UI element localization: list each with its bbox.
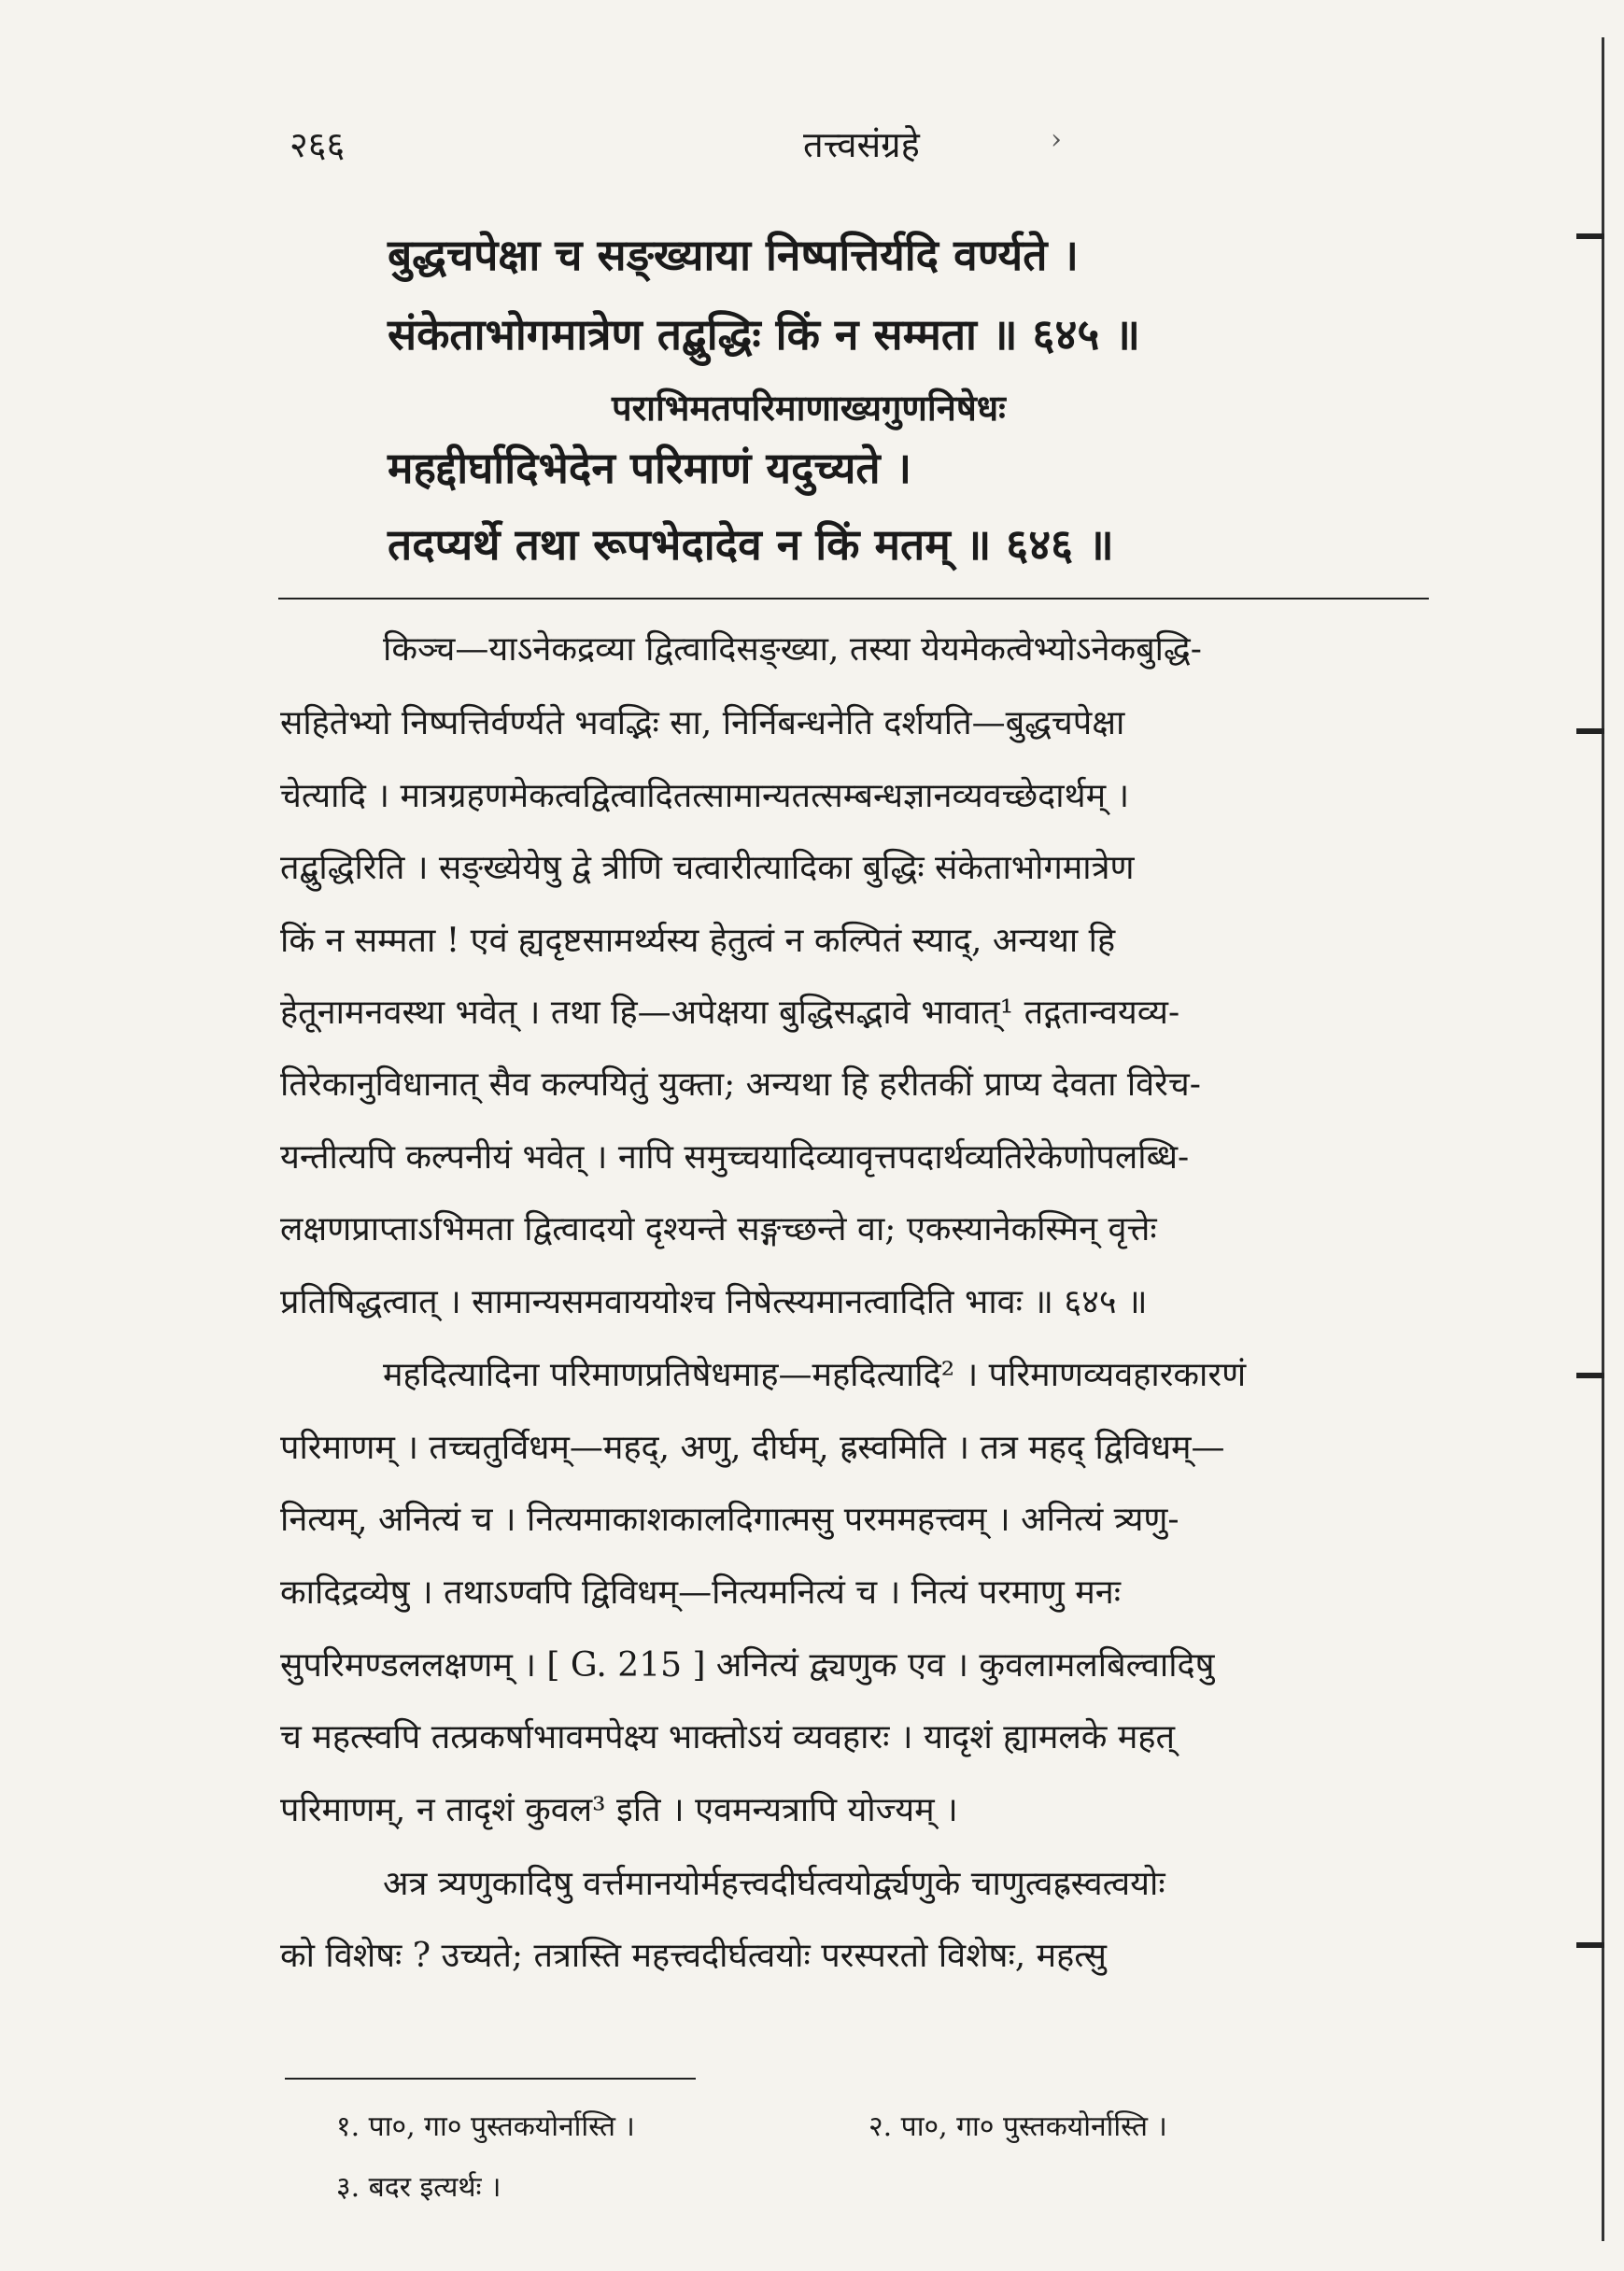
commentary-line: परिमाणम्, न तादृशं कुवल³ इति । एवमन्यत्रापि योज्यम् । [280,1791,958,1829]
edge-tick [1576,1942,1604,1948]
commentary-line: कादिद्रव्येषु । तथाऽण्वपि द्विविधम्—नित्यमनित्यं च । नित्यं परमाणु मनः [280,1573,1122,1612]
commentary-line: हेतूनामनवस्था भवेत् । तथा हि—अपेक्षया बुद्धिसद्भावे भावात्¹ तद्गतान्वयव्य- [280,994,1180,1032]
commentary-line: तद्बुद्धिरिति । सङ्ख्येयेषु द्वे त्रीणि चत्वारीत्यादिका बुद्धिः संकेताभोगमात्रेण [280,849,1135,887]
page-header [280,120,1438,176]
edge-tick [1576,1373,1604,1378]
commentary-line: अत्र त्र्यणुकादिषु वर्त्तमानयोर्महत्त्वदीर्घत्वयोर्द्व्यणुके चाणुत्वह्रस्वत्वयोः [383,1865,1165,1903]
commentary-line: किञ्च—याऽनेकद्रव्या द्वित्वादिसङ्ख्या, तस्या येयमेकत्वेभ्योऽनेकबुद्धि- [383,630,1202,669]
footnote: २. पा०, गा० पुस्तकयोर्नास्ति । [868,2110,1167,2143]
verse-line: तदप्यर्थे तथा रूपभेदादेव न किं मतम् ॥ ६४६ ॥ [388,519,1114,570]
commentary-line: परिमाणम् । तच्चतुर्विधम्—महद्, अणु, दीर्घम्, ह्रस्वमिति । तत्र महद् द्विविधम्— [280,1429,1225,1467]
header-mark: › [1051,123,1062,156]
commentary-line: नित्यम्, अनित्यं च । नित्यमाकाशकालदिगात्मसु परममहत्त्वम् । अनित्यं त्र्यणु- [280,1501,1179,1539]
commentary-line: लक्षणप्राप्ताऽभिमता द्वित्वादयो दृश्यन्ते सङ्गच्छन्ते वा; एकस्यानेकस्मिन् वृत्तेः [280,1210,1157,1248]
commentary-line: को विशेषः ? उच्यते; तत्रास्ति महत्त्वदीर्घत्वयोः परस्परतो विशेषः, महत्सु [280,1937,1107,1975]
section-heading: पराभिमतपरिमाणाख्यगुणनिषेधः [612,387,1006,429]
page-number: २६६ [289,124,346,165]
verse-line: बुद्धचपेक्षा च सङ्ख्याया निष्पत्तिर्यदि वर्ण्यते । [388,230,1079,280]
commentary-line: सहितेभ्यो निष्पत्तिर्वर्ण्यते भवद्भिः सा, निर्निबन्धनेति दर्शयति—बुद्धचपेक्षा [280,704,1125,742]
edge-tick [1576,728,1604,734]
footnote: ३. बदर इत्यर्थः । [336,2171,501,2204]
footnote-divider [285,2078,696,2080]
commentary-line: प्रतिषिद्धत्वात् । सामान्यसमवाययोश्च निषेत्स्यमानत्वादिति भावः ॥ ६४५ ॥ [280,1283,1148,1321]
running-title: तत्त्वसंग्रहे [803,124,920,165]
page-edge [1602,37,1604,2241]
commentary-line: तिरेकानुविधानात् सैव कल्पयितुं युक्ता; अन्यथा हि हरीतकीं प्राप्य देवता विरेच- [280,1065,1201,1104]
commentary-line: महदित्यादिना परिमाणप्रतिषेधमाह—महदित्यादि² । परिमाणव्यवहारकारणं [383,1356,1247,1394]
footnote: १. पा०, गा० पुस्तकयोर्नास्ति । [336,2110,635,2143]
verse-divider [278,598,1429,599]
verse-line: महद्दीर्घादिभेदेन परिमाणं यदुच्यते । [388,443,912,493]
edge-tick [1576,233,1604,239]
commentary-line: यन्तीत्यपि कल्पनीयं भवेत् । नापि समुच्चयादिव्यावृत्तपदार्थव्यतिरेकेणोपलब्धि- [280,1138,1190,1177]
commentary-line: किं न सम्मता ! एवं ह्यदृष्टसामर्थ्यस्य हेतुत्वं न कल्पितं स्याद्, अन्यथा हि [280,922,1116,960]
commentary-line: च महत्स्वपि तत्प्रकर्षाभावमपेक्ष्य भाक्तोऽयं व्यवहारः । यादृशं ह्यामलके महत् [280,1718,1176,1756]
verse-line: संकेताभोगमात्रेण तद्बुद्धिः किं न सम्मता ॥ ६४५ ॥ [388,309,1140,360]
commentary-line: चेत्यादि । मात्रग्रहणमेकत्वद्वित्वादितत्सामान्यतत्सम्बन्धज्ञानव्यवच्छेदार्थम् । [280,777,1130,815]
commentary-line: सुपरिमण्डललक्षणम् । [ G. 215 ] अनित्यं द्व्यणुक एव । कुवलामलबिल्वादिषु [280,1646,1215,1685]
